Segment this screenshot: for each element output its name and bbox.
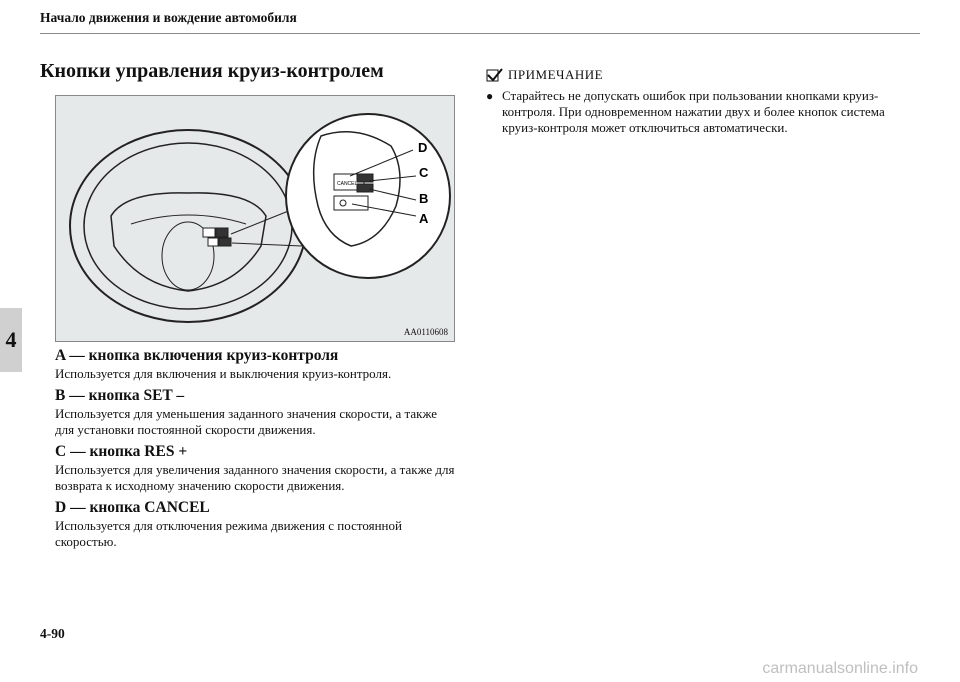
note-heading-text: ПРИМЕЧАНИЕ [508, 67, 604, 82]
button-c-desc: Используется для увеличения заданного значения скорости, а также для возврата к исходному значению скорости движения. [55, 462, 455, 493]
button-b-block [55, 387, 455, 438]
note-text: Старайтесь не допускать ошибок при пользовании кнопками круиз-контроля. При одновременном нажатии двух и более кнопок система круиз-контроля может отключиться автоматически. [502, 88, 885, 135]
figure-code: AA0110608 [403, 327, 448, 337]
steering-wheel-illustration [56, 96, 454, 341]
button-d-block [55, 499, 455, 550]
callout-a: A [419, 211, 429, 226]
note-body [486, 88, 892, 136]
callout-c: C [419, 165, 429, 180]
note-check-icon [486, 67, 504, 83]
note-heading [486, 67, 603, 83]
button-d-title: D — кнопка CANCEL [55, 499, 210, 516]
bullet-icon: ● [486, 89, 494, 103]
page-header-title: Начало движения и вождение автомобиля [40, 10, 297, 25]
cancel-button-label: CANCEL [337, 181, 358, 187]
steering-wheel-figure [55, 95, 455, 342]
button-d-desc: Используется для отключения режима движения с постоянной скоростью. [55, 518, 402, 549]
button-b-desc: Используется для уменьшения заданного значения скорости, а также для установки постоянной скорости движения. [55, 406, 438, 437]
footer-watermark: carmanualsonline.info [762, 660, 918, 677]
button-b-title: B — кнопка SET – [55, 387, 185, 404]
button-a-desc: Используется для включения и выключения круиз-контроля. [55, 366, 392, 381]
section-title: Кнопки управления круиз-контролем [40, 60, 384, 82]
button-a-block [55, 347, 455, 382]
chapter-tab: 4 [0, 308, 22, 372]
callout-d: D [418, 140, 428, 155]
page-number: 4-90 [40, 626, 65, 641]
button-c-block [55, 443, 455, 494]
button-c-title: C — кнопка RES + [55, 443, 188, 460]
button-a-title: A — кнопка включения круиз-контроля [55, 347, 339, 364]
header-divider [40, 33, 920, 34]
callout-b: B [419, 191, 429, 206]
